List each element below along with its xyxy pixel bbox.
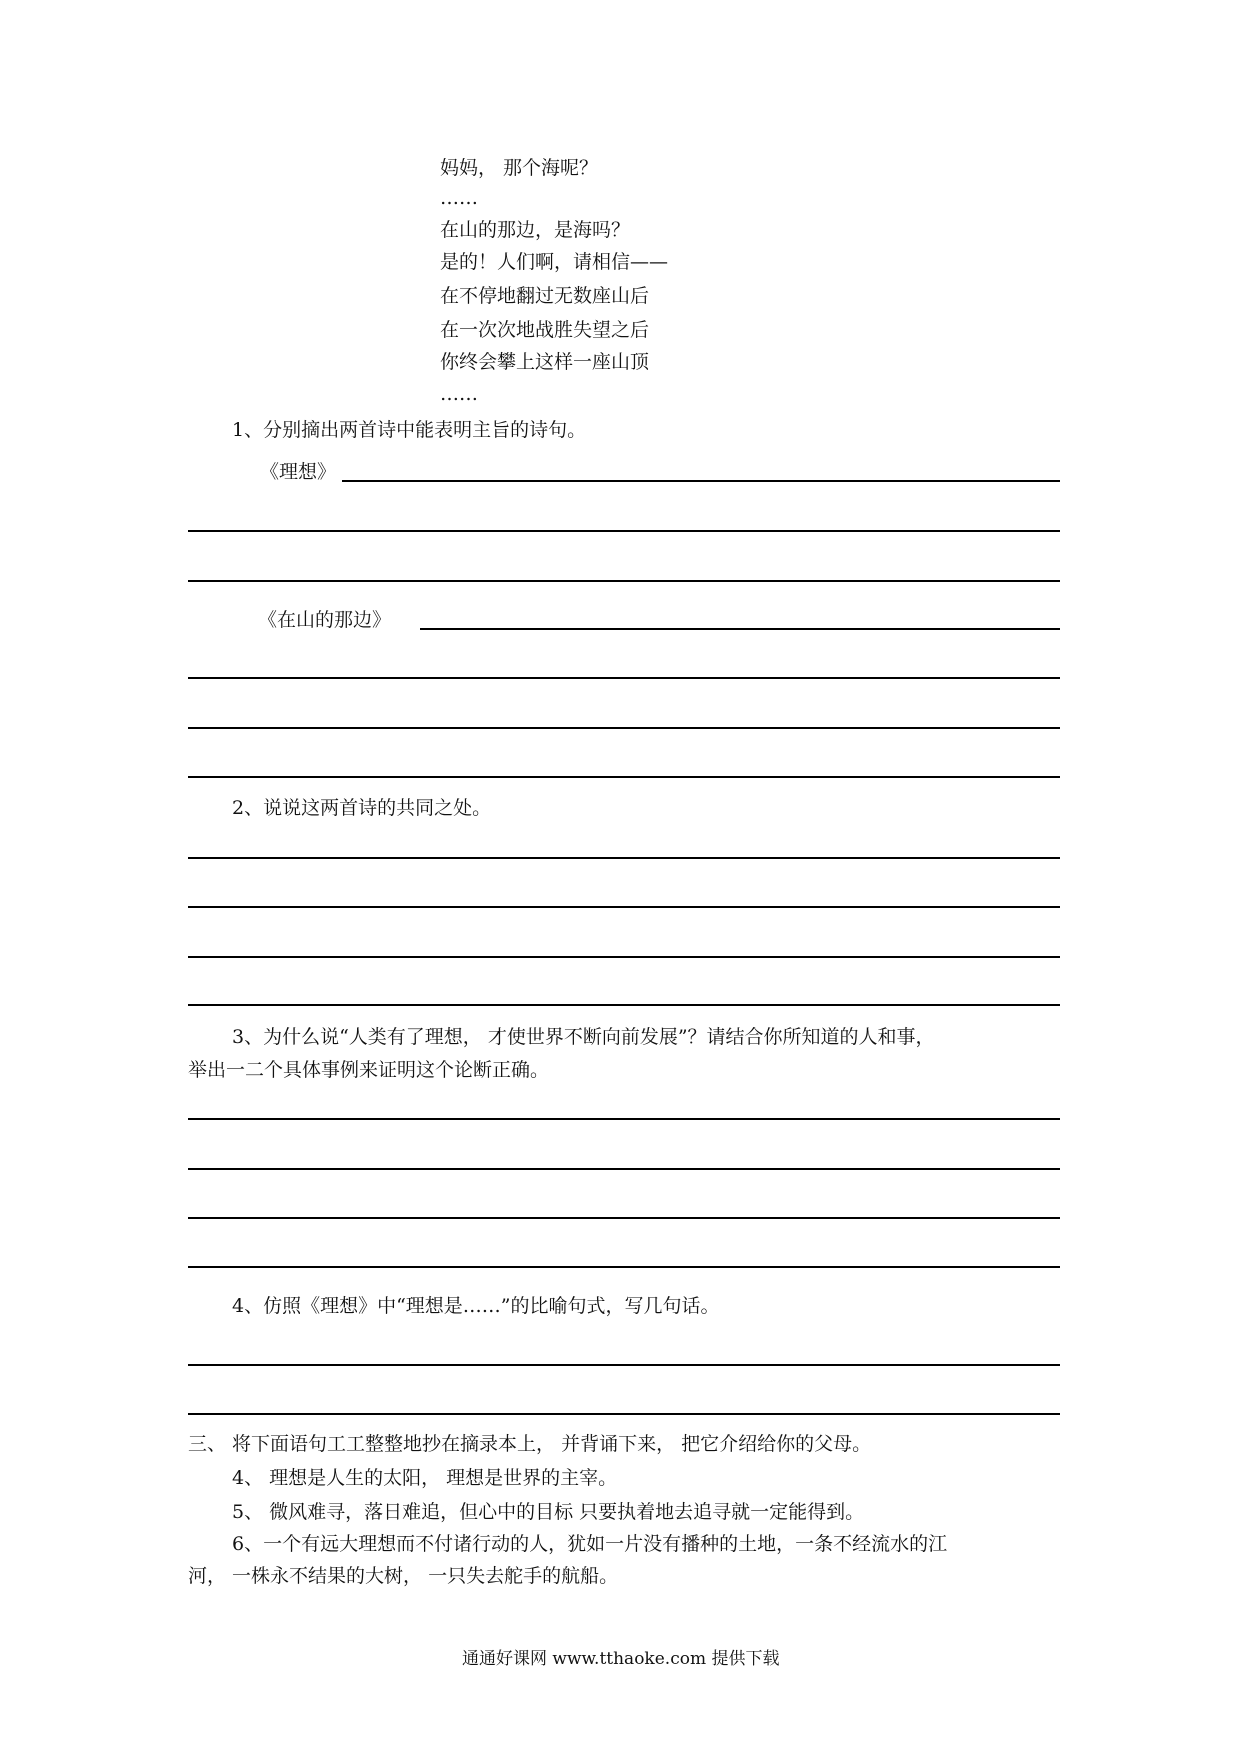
answer-line[interactable] [188, 1168, 1060, 1170]
poem-line: 你终会攀上这样一座山顶 [440, 351, 650, 373]
question-4: 4、仿照《理想》中“理想是……”的比喻句式，写几句话。 [232, 1295, 720, 1317]
answer-line[interactable] [342, 480, 1060, 482]
answer-line[interactable] [188, 1413, 1060, 1415]
poem-line: …… [440, 383, 478, 405]
poem-line: 在不停地翻过无数座山后 [440, 285, 650, 307]
answer-line[interactable] [188, 1004, 1060, 1006]
answer-line[interactable] [188, 906, 1060, 908]
answer-line[interactable] [188, 1364, 1060, 1366]
answer-line[interactable] [188, 956, 1060, 958]
answer-line[interactable] [188, 857, 1060, 859]
answer-line[interactable] [188, 530, 1060, 532]
answer-line[interactable] [188, 677, 1060, 679]
question-3-line2: 举出一二个具体事例来证明这个论断正确。 [188, 1059, 550, 1081]
answer-line[interactable] [188, 1266, 1060, 1268]
label-lixiang: 《理想》 [260, 461, 337, 483]
poem-line: 是的！人们啊，请相信—— [440, 251, 669, 273]
label-zaishan: 《在山的那边》 [258, 609, 392, 631]
poem-line: 在一次次地战胜失望之后 [440, 319, 650, 341]
poem-line: 妈妈， 那个海呢？ [440, 157, 599, 179]
poem-line: 在山的那边，是海吗？ [440, 219, 631, 241]
answer-line[interactable] [188, 580, 1060, 582]
answer-line[interactable] [188, 1217, 1060, 1219]
section-3-heading: 三、 将下面语句工工整整地抄在摘录本上， 并背诵下来， 把它介绍给你的父母。 [188, 1433, 872, 1455]
answer-line[interactable] [188, 776, 1060, 778]
section-3-item-6-line1: 6、一个有远大理想而不付诸行动的人，犹如一片没有播种的土地，一条不经流水的江 [232, 1533, 948, 1555]
section-3-item-4: 4、 理想是人生的太阳， 理想是世界的主宰。 [232, 1467, 618, 1489]
section-3-item-5: 5、 微风难寻，落日难追，但心中的目标 只要执着地去追寻就一定能得到。 [232, 1501, 865, 1523]
question-3-line1: 3、为什么说“人类有了理想， 才使世界不断向前发展”？请结合你所知道的人和事， [232, 1026, 935, 1048]
answer-line[interactable] [188, 1118, 1060, 1120]
section-3-item-6-line2: 河， 一株永不结果的大树， 一只失去舵手的航船。 [188, 1565, 619, 1587]
answer-line[interactable] [188, 727, 1060, 729]
poem-line: …… [440, 187, 478, 209]
answer-line[interactable] [420, 628, 1060, 630]
footer-credit: 通通好课网 www.tthaoke.com 提供下载 [462, 1649, 780, 1669]
question-1: 1、分别摘出两首诗中能表明主旨的诗句。 [232, 419, 587, 441]
question-2: 2、说说这两首诗的共同之处。 [232, 797, 492, 819]
